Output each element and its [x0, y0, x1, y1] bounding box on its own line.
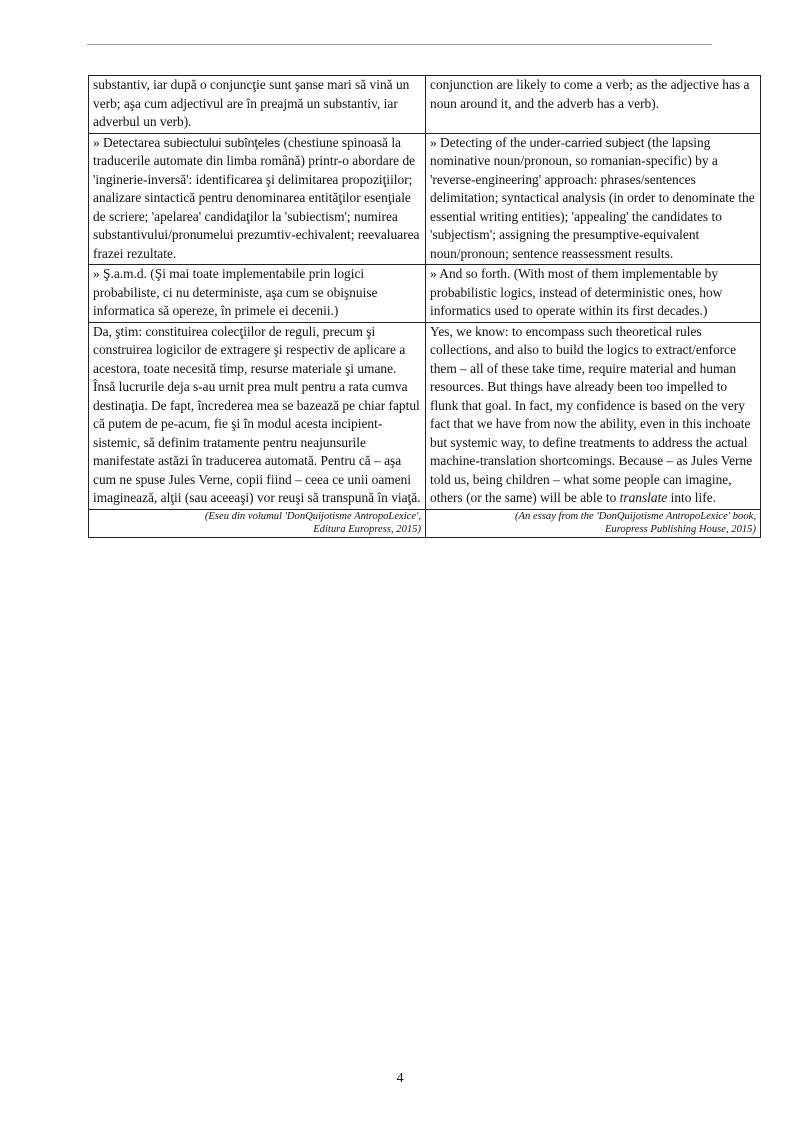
english-cell — [426, 133, 761, 265]
cell-text: into life. — [667, 490, 716, 505]
table-row — [89, 133, 761, 265]
cell-text: Yes, we know: to encompass such theoretical rules collections, and also to build the logics to extract/enforce them – all of these take time, require material and human resources. But things have already been too impelled to flunk that goal. In fact, my confidence is based on the very fact that we have from now the ability, even in this inchoate but systemic way, to define treatments to address the actual machine-translation shortcomings. Because – as Jules Verne told us, being children – what some people can imagine, others (or the same) will be able to — [430, 323, 753, 505]
source-line: (Eseu din volumul 'DonQuijotisme AntropoLexice', — [204, 510, 421, 522]
english-source-cell — [426, 509, 761, 537]
romanian-cell: » Ş.a.m.d. (Şi mai toate implementabile prin logici probabiliste, ci nu deterministe, aşa cum se obişnuise informatica să opereze, în primele ei decenii.) — [89, 265, 426, 323]
cell-text: » Detectarea — [93, 134, 164, 150]
source-row — [89, 509, 761, 537]
english-cell: » And so forth. (With most of them implementable by probabilistic logics, instead of deterministic ones, how informatics used to operate within its first decades.) — [426, 265, 761, 323]
romanian-cell: substantiv, iar după o conjuncţie sunt şanse mari să vină un verb; aşa cum adjectivul are în preajmă un substantiv, iar adverbul un verb). — [89, 76, 426, 134]
cell-text: » Detecting of the — [430, 134, 530, 150]
italic-word: translate — [619, 490, 668, 505]
english-cell: conjunction are likely to come a verb; as the adjective has a noun around it, and the adverb has a verb). — [426, 76, 761, 134]
english-cell — [426, 322, 761, 509]
table-row — [89, 265, 761, 323]
romanian-cell — [89, 133, 426, 265]
source-line: Editura Europress, 2015) — [313, 523, 421, 535]
romanian-source-cell — [89, 509, 426, 537]
bilingual-table — [88, 75, 761, 538]
source-line: (An essay from the 'DonQuijotisme AntropoLexice' book, — [515, 510, 756, 522]
highlighted-term: under-carried subject — [529, 135, 645, 150]
highlighted-term: subiectului subînţeles — [163, 135, 281, 150]
header-rule — [87, 44, 712, 45]
cell-text: (the lapsing nominative noun/pronoun, so romanian-specific) by a 'reverse-engineering' approach: phrases/sentences delimitation; syntactical analysis (in order to denominate the essential writing entities); 'appealing' the candidates to 'subjectism'; assigning the presumptive-equivalent noun/pronoun; sentence reassessment results. — [430, 134, 755, 261]
table-row — [89, 322, 761, 509]
cell-text: (chestiune spinoasă la traducerile automate din limba română) printr-o abordare de 'inginerie-inversă': identificarea şi delimitarea propoziţiilor; analizare sintactică pentru denominarea entităţilor esenţiale de scriere; 'apelarea' candidaţilor la 'subiectism'; numirea substantivului/pronumelui prezumtiv-echivalent; reevaluarea frazei rezultate. — [93, 134, 420, 261]
page-number: 4 — [396, 1071, 404, 1086]
table-row — [89, 76, 761, 134]
source-line: Europress Publishing House, 2015) — [604, 523, 756, 535]
romanian-cell: Da, ştim: constituirea colecţiilor de reguli, precum şi construirea logicilor de extragere şi respectiv de aplicare a acestora, toate necesită timp, resurse materiale şi umane. Însă lucrurile deja s-au urnit prea mult pentru a rata cumva destinaţia. De fapt, încrederea mea se bazează pe chiar faptul că putem de pe-acum, fie şi în modul acesta incipient-sistemic, să definim tratamente pentru neajunsurile manifestate astăzi în traducerea automată. Pentru că – aşa cum ne spuse Jules Verne, copii fiind – ceea ce unii oameni imaginează, alţii (sau aceeaşi) vor reuşi să transpună în viaţă. — [89, 322, 426, 509]
